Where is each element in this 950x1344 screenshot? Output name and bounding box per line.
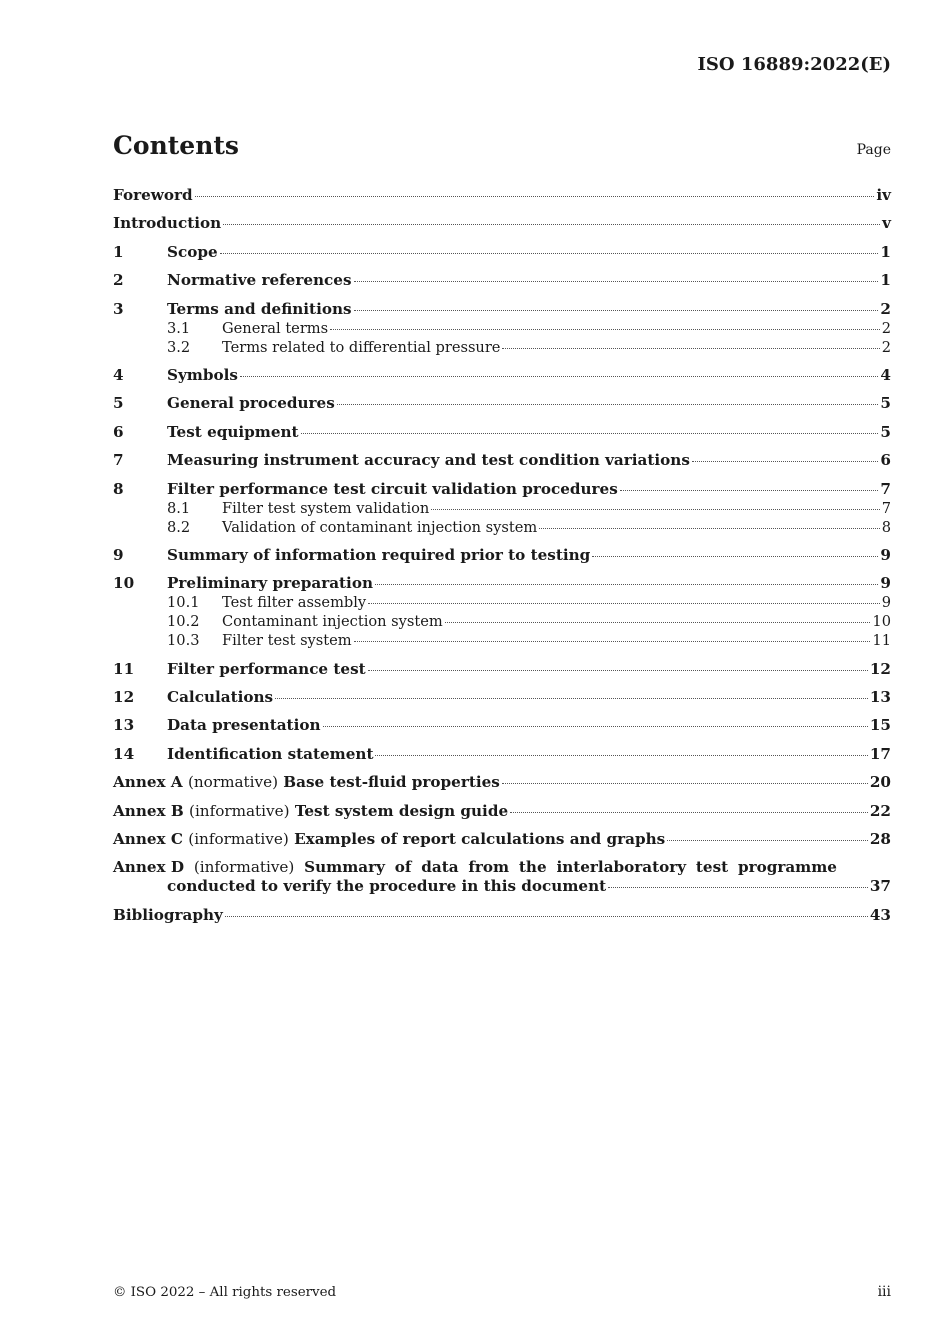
dot-leader bbox=[337, 404, 879, 405]
toc-subentry-page: 8 bbox=[881, 518, 891, 536]
dot-leader bbox=[502, 348, 879, 349]
toc-entry-page: 15 bbox=[869, 716, 891, 735]
toc-entry-number: 8 bbox=[113, 479, 124, 498]
dot-leader bbox=[354, 641, 871, 642]
annex-title-word: test bbox=[695, 858, 729, 877]
page-title: Contents bbox=[113, 131, 240, 160]
toc-annex-entry[interactable] bbox=[113, 858, 891, 896]
toc-entry-title: Data presentation bbox=[167, 716, 321, 735]
annex-title-word: data bbox=[421, 858, 459, 877]
toc-subentry[interactable] bbox=[113, 631, 891, 650]
dot-leader bbox=[608, 887, 868, 888]
annex-page: 22 bbox=[869, 801, 891, 820]
toc-entry-page: 5 bbox=[880, 394, 891, 413]
toc-subentry-number: 8.2 bbox=[167, 518, 191, 536]
dot-leader bbox=[240, 376, 878, 377]
dot-leader bbox=[275, 698, 868, 699]
toc-entry[interactable] bbox=[113, 660, 891, 679]
dot-leader bbox=[375, 755, 867, 756]
annex-title-word: of bbox=[394, 858, 412, 877]
toc-entry[interactable] bbox=[113, 243, 891, 262]
toc-subentry-title: Terms related to differential pressure bbox=[222, 338, 501, 356]
toc-entry-number: 3 bbox=[113, 299, 124, 318]
toc-subentry[interactable] bbox=[113, 518, 891, 537]
toc-entry-title: General procedures bbox=[167, 394, 335, 413]
annex-title-word: programme bbox=[737, 858, 837, 877]
annex-title-line1 bbox=[113, 858, 837, 877]
dot-leader bbox=[445, 622, 871, 623]
dot-leader bbox=[592, 556, 878, 557]
toc-subentry-number: 3.1 bbox=[167, 319, 191, 337]
toc-entry-number: 11 bbox=[113, 659, 135, 678]
annex-title: Base test-fluid properties bbox=[283, 773, 500, 792]
toc-bibliography-entry[interactable] bbox=[113, 906, 891, 925]
toc-entry-number: 6 bbox=[113, 422, 124, 441]
toc-entry-page: 1 bbox=[880, 271, 891, 290]
toc-subentry-number: 10.3 bbox=[167, 632, 200, 650]
toc-subentry-title: Test filter assembly bbox=[222, 594, 367, 612]
toc-entry-title: Filter performance test bbox=[167, 659, 366, 678]
bibliography-page: 43 bbox=[869, 905, 891, 924]
toc-entry-title: Measuring instrument accuracy and test condition variations bbox=[167, 451, 690, 470]
annex-label: Annex A bbox=[113, 773, 183, 792]
toc-annex-entry[interactable] bbox=[113, 830, 891, 849]
toc-entry-page: 7 bbox=[880, 479, 891, 498]
annex-page: 37 bbox=[869, 877, 891, 896]
annex-page: 20 bbox=[869, 773, 891, 792]
toc-entry-page: 9 bbox=[880, 545, 891, 564]
copyright-notice: © ISO 2022 – All rights reserved bbox=[113, 1285, 337, 1300]
toc-subentry-number: 3.2 bbox=[167, 338, 191, 356]
dot-leader bbox=[330, 329, 880, 330]
toc-entry[interactable] bbox=[113, 716, 891, 735]
toc-entry-number: 10 bbox=[113, 574, 135, 593]
toc-entry-number: 9 bbox=[113, 545, 124, 564]
dot-leader bbox=[323, 726, 868, 727]
toc-entry-page: iv bbox=[876, 186, 891, 204]
table-of-contents bbox=[113, 186, 891, 925]
toc-subentry[interactable] bbox=[113, 593, 891, 612]
dot-leader bbox=[195, 196, 875, 197]
toc-subentry-number: 8.1 bbox=[167, 499, 191, 517]
annex-kind: (informative) bbox=[189, 801, 290, 820]
toc-entry-title: Preliminary preparation bbox=[167, 574, 374, 593]
toc-entry-title: Filter performance test circuit validation procedures bbox=[167, 479, 618, 498]
toc-subentry-number: 10.2 bbox=[167, 613, 200, 631]
dot-leader bbox=[667, 840, 868, 841]
toc-entry-page: 13 bbox=[869, 688, 891, 707]
toc-entry[interactable] bbox=[113, 546, 891, 565]
toc-subentry-title: Validation of contaminant injection system bbox=[222, 518, 538, 536]
toc-annex-entry[interactable] bbox=[113, 773, 891, 792]
toc-entry[interactable] bbox=[113, 423, 891, 442]
toc-entry-title: Terms and definitions bbox=[167, 299, 352, 318]
toc-entry[interactable] bbox=[113, 574, 891, 593]
dot-leader bbox=[368, 670, 868, 671]
toc-entry[interactable] bbox=[113, 480, 891, 499]
toc-subentry-page: 7 bbox=[881, 499, 891, 517]
standard-id: ISO 16889:2022(E) bbox=[697, 54, 891, 75]
toc-entry-title: Scope bbox=[167, 242, 218, 261]
toc-entry[interactable] bbox=[113, 366, 891, 385]
toc-entry[interactable] bbox=[113, 271, 891, 290]
toc-entry[interactable] bbox=[113, 688, 891, 707]
annex-title: Test system design guide bbox=[294, 801, 509, 820]
toc-entry-number: 1 bbox=[113, 242, 124, 261]
toc-entry-number: 5 bbox=[113, 394, 124, 413]
dot-leader bbox=[510, 812, 868, 813]
toc-subentry-page: 9 bbox=[881, 594, 891, 612]
toc-annex-entry[interactable] bbox=[113, 802, 891, 821]
toc-subentry-page: 2 bbox=[881, 338, 891, 356]
toc-entry-number: 7 bbox=[113, 451, 124, 470]
dot-leader bbox=[354, 310, 879, 311]
page-number: iii bbox=[877, 1284, 891, 1300]
dot-leader bbox=[692, 461, 879, 462]
dot-leader bbox=[301, 433, 879, 434]
toc-entry-title: Summary of information required prior to testing bbox=[167, 545, 591, 564]
toc-entry-number: 14 bbox=[113, 744, 135, 763]
toc-subentry-page: 10 bbox=[872, 613, 891, 631]
toc-entry[interactable] bbox=[113, 214, 891, 233]
annex-title-line2 bbox=[113, 877, 891, 896]
toc-subentry[interactable] bbox=[113, 319, 891, 338]
toc-entry-page: 2 bbox=[880, 299, 891, 318]
toc-entry-page: 9 bbox=[880, 574, 891, 593]
toc-entry-title: Foreword bbox=[113, 186, 193, 204]
annex-page: 28 bbox=[869, 830, 891, 849]
dot-leader bbox=[225, 916, 868, 917]
dot-leader bbox=[223, 224, 880, 225]
annex-kind: (informative) bbox=[193, 858, 295, 877]
toc-entry-number: 12 bbox=[113, 688, 135, 707]
page-column-label: Page bbox=[856, 142, 891, 158]
toc-subentry-page: 2 bbox=[881, 319, 891, 337]
toc-entry-page: 4 bbox=[880, 365, 891, 384]
annex-kind: (informative) bbox=[188, 830, 289, 849]
toc-entry[interactable] bbox=[113, 745, 891, 764]
toc-subentry-title: Contaminant injection system bbox=[222, 613, 443, 631]
dot-leader bbox=[368, 603, 880, 604]
toc-entry-page: 5 bbox=[880, 422, 891, 441]
annex-label: Annex C bbox=[113, 830, 183, 849]
toc-entry-title: Identification statement bbox=[167, 744, 374, 763]
dot-leader bbox=[375, 584, 878, 585]
toc-subentry[interactable] bbox=[113, 338, 891, 357]
annex-label: Annex D bbox=[113, 858, 185, 877]
toc-subentry[interactable] bbox=[113, 612, 891, 631]
dot-leader bbox=[220, 253, 879, 254]
toc-entry-title: Test equipment bbox=[167, 422, 299, 441]
annex-title: Examples of report calculations and graphs bbox=[294, 830, 666, 849]
dot-leader bbox=[539, 528, 879, 529]
toc-entry-page: 1 bbox=[880, 242, 891, 261]
toc-entry-page: 6 bbox=[880, 451, 891, 470]
dot-leader bbox=[431, 509, 879, 510]
toc-entry[interactable] bbox=[113, 451, 891, 470]
toc-entry-page: 17 bbox=[869, 744, 891, 763]
annex-title-word: the bbox=[518, 858, 547, 877]
annex-kind: (normative) bbox=[187, 773, 278, 792]
toc-subentry-number: 10.1 bbox=[167, 594, 200, 612]
toc-entry-number: 13 bbox=[113, 716, 135, 735]
toc-entry-number: 4 bbox=[113, 365, 124, 384]
toc-entry-title: Symbols bbox=[167, 365, 238, 384]
toc-entry[interactable] bbox=[113, 300, 891, 319]
dot-leader bbox=[620, 490, 879, 491]
dot-leader bbox=[354, 281, 879, 282]
toc-entry-page: v bbox=[882, 214, 891, 233]
annex-title-word: Summary bbox=[304, 858, 385, 877]
bibliography-title: Bibliography bbox=[113, 905, 223, 924]
annex-label: Annex B bbox=[113, 801, 184, 820]
toc-entry-title: Calculations bbox=[167, 688, 274, 707]
toc-subentry-page: 11 bbox=[872, 632, 891, 650]
toc-entry[interactable] bbox=[113, 186, 891, 205]
toc-subentry-title: Filter test system validation bbox=[222, 499, 430, 517]
toc-subentry[interactable] bbox=[113, 499, 891, 518]
toc-entry-title: Normative references bbox=[167, 271, 352, 290]
toc-subentry-title: Filter test system bbox=[222, 632, 352, 650]
toc-entry-title: Introduction bbox=[113, 214, 222, 233]
annex-title: conducted to verify the procedure in this document bbox=[167, 877, 607, 896]
toc-entry-number: 2 bbox=[113, 271, 124, 290]
toc-entry-page: 12 bbox=[869, 659, 891, 678]
toc-subentry-title: General terms bbox=[222, 319, 329, 337]
dot-leader bbox=[502, 783, 868, 784]
annex-title-word: interlaboratory bbox=[556, 858, 687, 877]
toc-entry[interactable] bbox=[113, 394, 891, 413]
annex-title-word: from bbox=[468, 858, 510, 877]
